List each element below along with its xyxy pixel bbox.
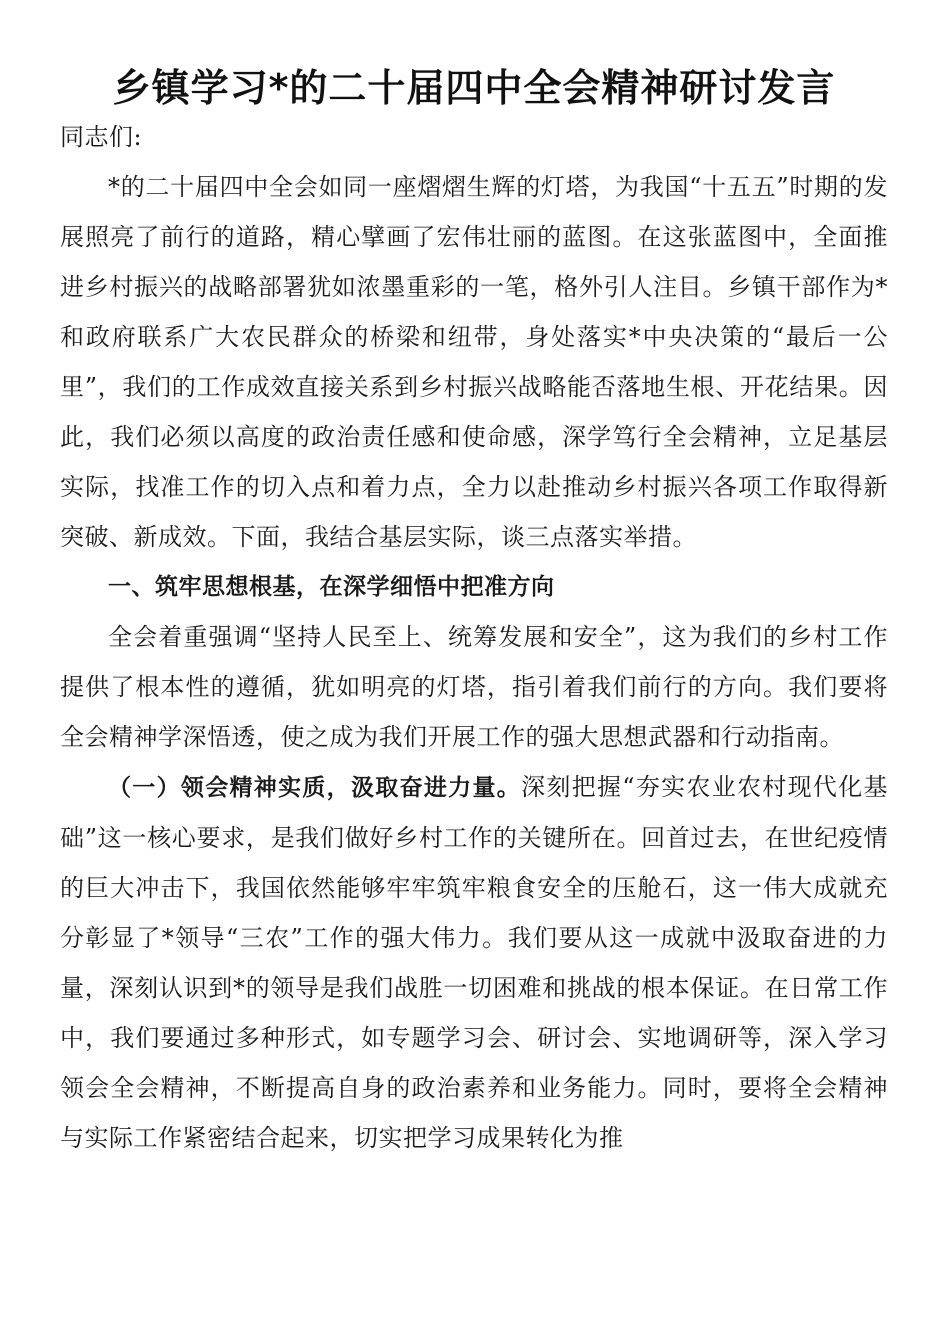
section-1-paragraph: 全会着重强调“坚持人民至上、统筹发展和安全”，这为我们的乡村工作提供了根本性的遵循，犹如明亮的灯塔，指引着我们前行的方向。我们要将全会精神学深悟透，使之成为我们开展工作的强大思想武器和行动指南。 — [60, 623, 888, 751]
subsection-1-heading: （一）领会精神实质，汲取奋进力量。 — [108, 775, 522, 801]
section-heading-1: 一、筑牢思想根基，在深学细悟中把准方向 — [108, 574, 555, 600]
subsection-1-text: 深刻把握“夯实农业农村现代化基础”这一核心要求，是我们做好乡村工作的关键所在。回首过去，在世纪疫情的巨大冲击下，我国依然能够牢牢筑牢粮食安全的压舱石，这一伟大成就充分彰显了*领导“三农”工作的强大伟力。我们要从这一成就中汲取奋进的力量，深刻认识到*的领导是我们战胜一切困难和挑战的根本保证。在日常工作中，我们要通过多种形式，如专题学习会、研讨会、实地调研等，深入学习领会全会精神，不断提高自身的政治素养和业务能力。同时，要将全会精神与实际工作紧密结合起来，切实把学习成果转化为推 — [60, 773, 888, 1152]
subsection-1-paragraph — [60, 762, 888, 1163]
intro-paragraph: *的二十届四中全会如同一座熠熠生辉的灯塔，为我国“十五五”时期的发展照亮了前行的道路，精心擘画了宏伟壮丽的蓝图。在这张蓝图中，全面推进乡村振兴的战略部署犹如浓墨重彩的一笔，格外引人注目。乡镇干部作为*和政府联系广大农民群众的桥梁和纽带，身处落实*中央决策的“最后一公里”，我们的工作成效直接关系到乡村振兴战略能否落地生根、开花结果。因此，我们必须以高度的政治责任感和使命感，深学笃行全会精神，立足基层实际，找准工作的切入点和着力点，全力以赴推动乡村振兴各项工作取得新突破、新成效。下面，我结合基层实际，谈三点落实举措。 — [60, 173, 888, 551]
document-title: 乡镇学习*的二十届四中全会精神研讨发言 — [112, 66, 836, 110]
salutation: 同志们: — [60, 123, 143, 151]
